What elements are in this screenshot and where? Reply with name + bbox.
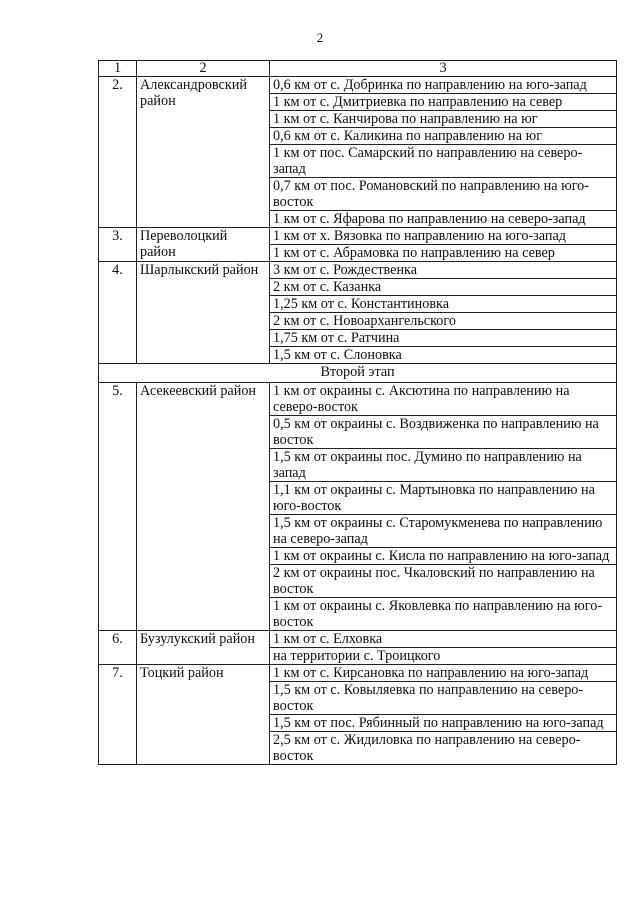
district-name: Асекеевский район — [137, 383, 270, 631]
district-name: Переволоцкий район — [137, 228, 270, 262]
location-description: 1 км от с. Кирсановка по направлению на юго-запад — [270, 665, 617, 682]
row-number: 2. — [99, 77, 137, 228]
location-description: 0,5 км от окраины с. Воздвиженка по направлению на восток — [270, 416, 617, 449]
location-description: 1,75 км от с. Ратчина — [270, 330, 617, 347]
table-row — [99, 665, 617, 682]
location-description: 1,25 км от с. Константиновка — [270, 296, 617, 313]
location-description: 1 км от с. Яфарова по направлению на северо-запад — [270, 211, 617, 228]
stage-row — [99, 364, 617, 383]
location-description: 2 км от с. Казанка — [270, 279, 617, 296]
first-stage-body — [99, 77, 617, 364]
location-description: 1 км от окраины с. Яковлевка по направлению на юго-восток — [270, 598, 617, 631]
table-row — [99, 228, 617, 245]
district-name: Александровский район — [137, 77, 270, 228]
table-header-row — [99, 61, 617, 77]
location-description: на территории с. Троицкого — [270, 648, 617, 665]
stage-label: Второй этап — [99, 364, 617, 383]
header-col-1: 1 — [99, 61, 137, 77]
second-stage-body — [99, 383, 617, 765]
location-description: 1 км от с. Абрамовка по направлению на север — [270, 245, 617, 262]
location-description: 1 км от с. Канчирова по направлению на юг — [270, 111, 617, 128]
table-row — [99, 77, 617, 94]
row-number: 6. — [99, 631, 137, 665]
location-description: 1,5 км от пос. Рябинный по направлению на юго-запад — [270, 715, 617, 732]
location-description: 2 км от с. Новоархангельского — [270, 313, 617, 330]
district-name: Шарлыкский район — [137, 262, 270, 364]
page-number: 2 — [316, 30, 324, 45]
location-description: 1,5 км от окраины пос. Думино по направлению на запад — [270, 449, 617, 482]
table-row — [99, 631, 617, 648]
table-row — [99, 262, 617, 279]
location-description: 1 км от х. Вязовка по направлению на юго-запад — [270, 228, 617, 245]
location-description: 1 км от пос. Самарский по направлению на северо-запад — [270, 145, 617, 178]
row-number: 4. — [99, 262, 137, 364]
location-description: 0,6 км от с. Добринка по направлению на юго-запад — [270, 77, 617, 94]
row-number: 3. — [99, 228, 137, 262]
location-description: 1 км от с. Елховка — [270, 631, 617, 648]
location-description: 0,6 км от с. Каликина по направлению на юг — [270, 128, 617, 145]
location-description: 1,1 км от окраины с. Мартыновка по направлению на юго-восток — [270, 482, 617, 515]
location-description: 1,5 км от с. Слоновка — [270, 347, 617, 364]
header-col-2: 2 — [137, 61, 270, 77]
location-description: 1 км от окраины с. Аксютина по направлению на северо-восток — [270, 383, 617, 416]
location-description: 1,5 км от с. Ковыляевка по направлению на северо-восток — [270, 682, 617, 715]
district-name: Бузулукский район — [137, 631, 270, 665]
location-description: 3 км от с. Рождественка — [270, 262, 617, 279]
location-description: 1 км от окраины с. Кисла по направлению на юго-запад — [270, 548, 617, 565]
location-description: 2,5 км от с. Жидиловка по направлению на северо-восток — [270, 732, 617, 765]
table-row — [99, 383, 617, 416]
district-name: Тоцкий район — [137, 665, 270, 765]
location-description: 0,7 км от пос. Романовский по направлению на юго-восток — [270, 178, 617, 211]
location-description: 1,5 км от окраины с. Старомукменева по направлению на северо-запад — [270, 515, 617, 548]
location-description: 2 км от окраины пос. Чкаловский по направлению на восток — [270, 565, 617, 598]
row-number: 5. — [99, 383, 137, 631]
location-description: 1 км от с. Дмитриевка по направлению на север — [270, 94, 617, 111]
header-col-3: 3 — [270, 61, 617, 77]
locations-table — [98, 60, 617, 765]
row-number: 7. — [99, 665, 137, 765]
